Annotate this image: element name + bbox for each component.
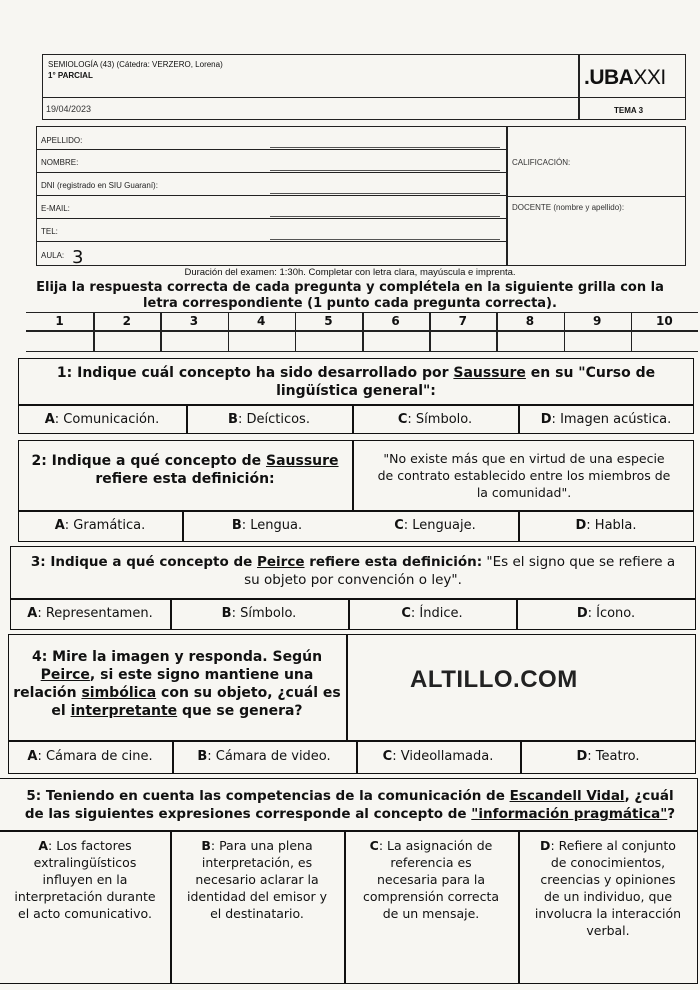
answer-cell[interactable]: [496, 332, 563, 352]
apellido-label: APELLIDO:: [41, 136, 83, 145]
grid-divider: [228, 312, 230, 352]
grid-divider: [93, 312, 95, 352]
option-text-line: influyen en la: [42, 872, 128, 887]
answer-cell[interactable]: [93, 332, 160, 352]
question-2-title: 2: Indique a qué concepto de Saussure refiere esta definición:: [31, 453, 339, 487]
date-row: [42, 98, 686, 120]
option-text-line: de un individuo, que: [543, 889, 673, 904]
tel-field[interactable]: [270, 239, 500, 240]
question-3-title: 3: Indique a qué concepto de Peirce refiere esta definición: "Es el signo que se refiere a su objeto por convención o ley".: [30, 554, 676, 588]
answer-cell[interactable]: [160, 332, 227, 352]
question-divider: [0, 830, 698, 832]
option-text-line: de un mensaje.: [382, 906, 480, 921]
grid-number: 10: [656, 314, 673, 328]
grid-divider: [564, 312, 566, 352]
question-1-title: 1: Indique cuál concepto ha sido desarrollado por Saussure en su "Curso de lingüística general":: [56, 365, 656, 399]
grid-number: 9: [593, 314, 602, 328]
grid-divider: [160, 312, 162, 352]
question-4-image: ALTILLO.COM: [410, 666, 578, 693]
option-text-line: involucra la interacción: [534, 906, 682, 921]
email-label: E-MAIL:: [41, 204, 70, 213]
q5-option-b[interactable]: [170, 837, 344, 922]
q4-option-b[interactable]: B: Cámara de video.: [197, 749, 331, 764]
answer-cell[interactable]: [631, 332, 698, 352]
option-text-line: D: Refiere al conjunto: [540, 838, 676, 853]
q1-option-a[interactable]: A: Comunicación.: [44, 412, 160, 427]
option-text-line: el acto comunicativo.: [18, 906, 152, 921]
grid-number: 1: [55, 314, 64, 328]
info-row-divider: [36, 218, 506, 219]
question-4-title: 4: Mire la imagen y responda. Según Peirce, si este signo mantiene una relación simbólica con su objeto, ¿cuál es el interpretante que se genera?: [13, 649, 341, 719]
option-text-line: interpretación, es: [201, 855, 313, 870]
answer-cell[interactable]: [362, 332, 429, 352]
instructions-text: Elija la respuesta correcta de cada pregunta y complétela en la siguiente grilla con la letra correspondiente (1 punto cada pregunta correcta).: [36, 280, 664, 311]
nombre-field[interactable]: [270, 170, 500, 171]
question-divider: [8, 740, 696, 742]
dni-field[interactable]: [270, 193, 500, 194]
grid-number: 6: [391, 314, 400, 328]
nombre-label: NOMBRE:: [41, 158, 79, 167]
q5-option-c[interactable]: [344, 837, 518, 922]
grid-divider: [295, 312, 297, 352]
uba-xxi-logo: .UBAXXI: [584, 66, 666, 89]
answer-cell[interactable]: [429, 332, 496, 352]
answer-cell[interactable]: [228, 332, 295, 352]
question-5-title: 5: Teniendo en cuenta las competencias de la comunicación de Escandell Vidal, ¿cuál de las siguientes expresiones corresponde al concepto de "información pragmática"?: [24, 788, 676, 822]
question-divider: [18, 404, 694, 406]
q3-option-c[interactable]: C: Índice.: [401, 606, 463, 621]
option-text-line: B: Para una plena: [201, 838, 313, 853]
grid-number: 7: [458, 314, 467, 328]
q4-option-a[interactable]: A: Cámara de cine.: [27, 749, 153, 764]
apellido-field[interactable]: [270, 147, 500, 148]
option-text-line: el destinatario.: [210, 906, 304, 921]
question-4-divider: [346, 634, 348, 740]
header-divider: [578, 54, 580, 120]
option-text-line: verbal.: [586, 923, 630, 938]
aula-value: 3: [72, 247, 84, 268]
option-text-line: extralingüísticos: [33, 855, 137, 870]
question-divider: [18, 510, 694, 512]
q2-option-b[interactable]: B: Lengua.: [231, 518, 303, 533]
grid-divider: [631, 312, 633, 352]
option-text-line: referencia es: [390, 855, 472, 870]
info-row-divider: [36, 241, 506, 242]
option-text-line: necesario aclarar la: [195, 872, 319, 887]
option-text-line: C: La asignación de: [369, 838, 493, 853]
grid-number: 2: [122, 314, 131, 328]
grid-number: 4: [257, 314, 266, 328]
info-row-divider: [36, 195, 506, 196]
option-text-line: identidad del emisor y: [187, 889, 327, 904]
calificacion-divider: [506, 196, 686, 197]
option-text-line: de conocimientos,: [550, 855, 666, 870]
q3-option-b[interactable]: B: Símbolo.: [221, 606, 297, 621]
tel-label: TEL:: [41, 227, 58, 236]
duration-text: Duración del examen: 1:30h. Completar con letra clara, mayúscula e imprenta.: [184, 267, 516, 278]
dni-label: DNI (registrado en SIU Guaraní):: [41, 181, 158, 190]
answer-cell[interactable]: [295, 332, 362, 352]
subject-title: SEMIOLOGÍA (43) (Cátedra: VERZERO, Lorena): [48, 60, 223, 69]
grid-divider: [429, 312, 431, 352]
q2-option-c[interactable]: C: Lenguaje.: [394, 518, 476, 533]
docente-label: DOCENTE (nombre y apellido):: [512, 203, 625, 212]
email-field[interactable]: [270, 216, 500, 217]
q1-option-b[interactable]: B: Deícticos.: [228, 412, 310, 427]
info-row-divider: [36, 149, 506, 150]
q5-option-a[interactable]: [0, 837, 170, 922]
tema-label: TEMA 3: [614, 106, 644, 115]
grid-number: 5: [324, 314, 333, 328]
option-text-line: comprensión correcta: [362, 889, 500, 904]
grid-divider: [496, 312, 498, 352]
grid-number: 8: [525, 314, 535, 328]
option-text-line: interpretación durante: [14, 889, 156, 904]
option-text-line: creencias y opiniones: [540, 872, 676, 887]
q4-option-d[interactable]: D: Teatro.: [576, 749, 640, 764]
question-divider: [10, 598, 696, 600]
q1-option-c[interactable]: C: Símbolo.: [397, 412, 473, 427]
q1-option-d[interactable]: D: Imagen acústica.: [540, 412, 672, 427]
exam-date: 19/04/2023: [46, 104, 92, 114]
chair-name: (Cátedra: VERZERO, Lorena): [116, 60, 223, 69]
exam-name: 1° PARCIAL: [48, 71, 93, 80]
aula-label: AULA:: [41, 251, 65, 260]
question-2-definition: "No existe más que en virtud de una especie de contrato establecido entre los miembros de la comunidad".: [377, 451, 671, 500]
answer-cell[interactable]: [564, 332, 631, 352]
option-text-line: A: Los factores: [38, 838, 132, 853]
info-row-divider: [36, 172, 506, 173]
q5-option-d[interactable]: [518, 837, 698, 939]
grid-divider: [362, 312, 364, 352]
calificacion-label: CALIFICACIÓN:: [512, 158, 571, 167]
question-2-divider: [352, 440, 354, 510]
q2-option-a[interactable]: A: Gramática.: [54, 518, 146, 533]
grid-number: 3: [189, 314, 199, 328]
q3-option-d[interactable]: D: Ícono.: [576, 606, 636, 621]
q4-option-c[interactable]: C: Videollamada.: [382, 749, 494, 764]
q2-option-d[interactable]: D: Habla.: [575, 518, 637, 533]
q3-option-a[interactable]: A: Representamen.: [27, 606, 153, 621]
option-text-line: necesaria para la: [376, 872, 486, 887]
answer-cell[interactable]: [26, 332, 93, 352]
